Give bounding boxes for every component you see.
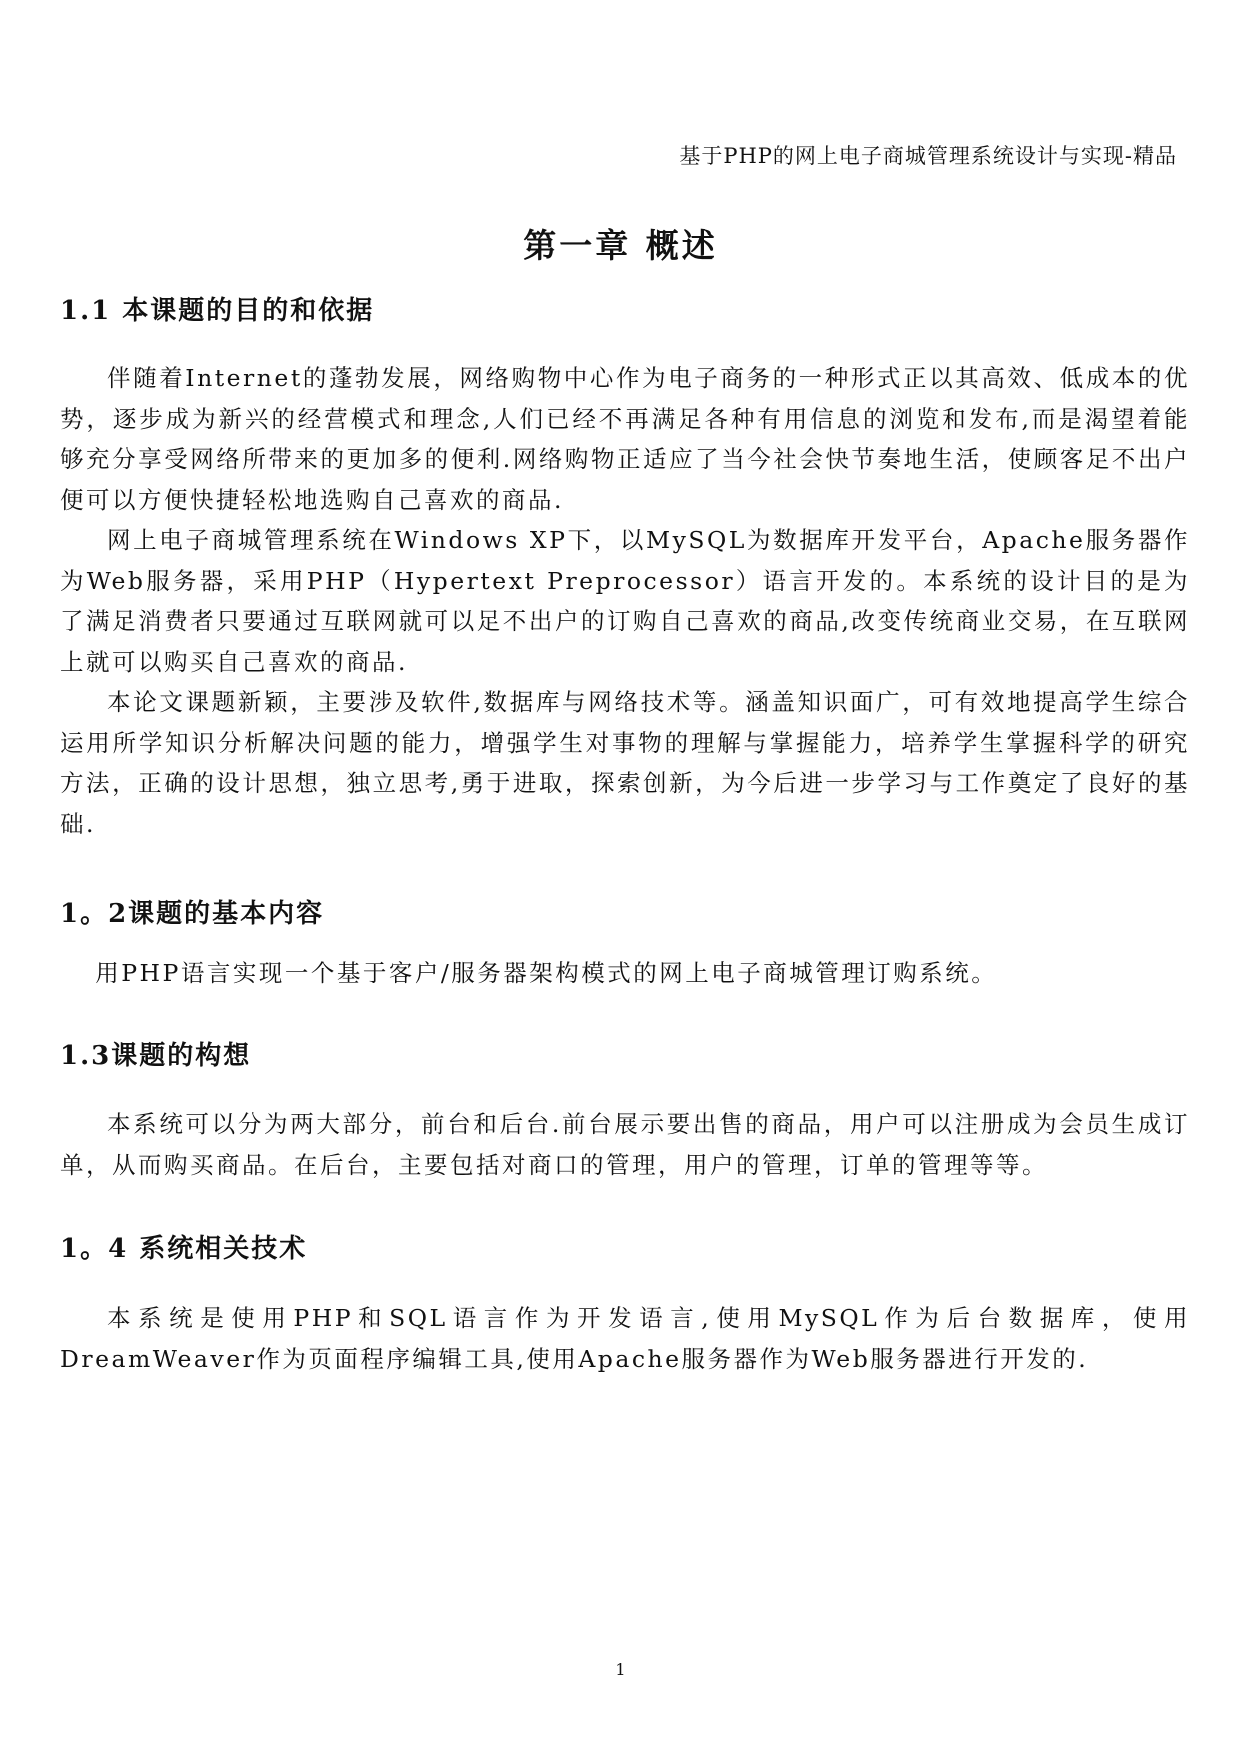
paragraph-1-4: 本系统是使用PHP和SQL语言作为开发语言,使用MySQL作为后台数据库，使用DreamWeaver作为页面程序编辑工具,使用Apache服务器作为Web服务器进行开发的. [60,1304,1190,1373]
chapter-title: 第一章 概述 [523,226,718,265]
page-number: 1 [615,1660,626,1679]
paragraph-1-1-a: 伴随着Internet的蓬勃发展，网络购物中心作为电子商务的一种形式正以其高效、低成本的优势，逐步成为新兴的经营模式和理念,人们已经不再满足各种有用信息的浏览和发布,而是渴望着能够充分享受网络所带来的更加多的便利.网络购物正适应了当今社会快节奏地生活，使顾客足不出户便可以方便快捷轻松地选购自己喜欢的商品. [60,364,1190,514]
paragraph-1-1-c: 本论文课题新颖，主要涉及软件,数据库与网络技术等。涵盖知识面广，可有效地提高学生综合运用所学知识分析解决问题的能力，增强学生对事物的理解与掌握能力，培养学生掌握科学的研究方法，正确的设计思想，独立思考,勇于进取，探索创新，为今后进一步学习与工作奠定了良好的基础. [60,688,1190,838]
paragraph-1-1-b: 网上电子商城管理系统在Windows XP下，以MySQL为数据库开发平台，Apache服务器作为Web服务器，采用PHP（Hypertext Preprocessor）语言开发的。本系统的设计目的是为了满足消费者只要通过互联网就可以足不出户的订购自己喜欢的商品,改变传统商业交易，在互联网上就可以购买自己喜欢的商品. [60,526,1190,676]
running-header: 基于PHP的网上电子商城管理系统设计与实现-精品 [679,144,1177,168]
section-heading-1-4: 1。4 系统相关技术 [60,1234,308,1264]
section-heading-1-1: 1.1 本课题的目的和依据 [60,296,375,326]
section-heading-1-3: 1.3课题的构想 [60,1041,252,1071]
paragraph-1-3: 本系统可以分为两大部分，前台和后台.前台展示要出售的商品，用户可以注册成为会员生成订单，从而购买商品。在后台，主要包括对商口的管理，用户的管理，订单的管理等等。 [60,1110,1190,1179]
paragraph-1-2: 用PHP语言实现一个基于客户/服务器架构模式的网上电子商城管理订购系统。 [95,959,998,987]
section-heading-1-2: 1。2课题的基本内容 [60,899,325,929]
